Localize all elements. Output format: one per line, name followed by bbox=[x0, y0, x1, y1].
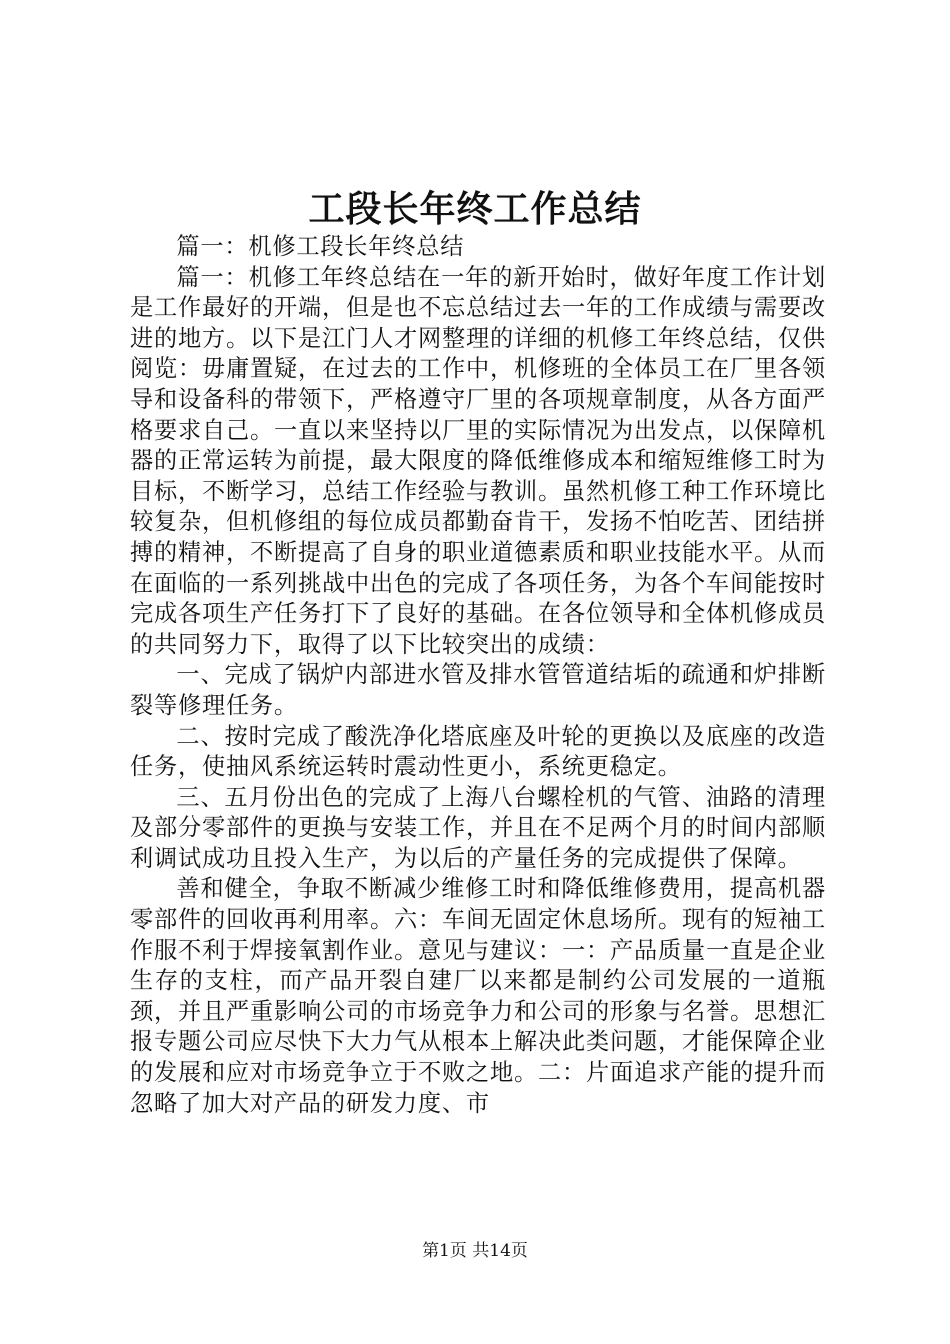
paragraph-continuation: 善和健全，争取不断减少维修工时和降低维修费用，提高机器零部件的回收再利用率。六：车间无固定休息场所。现有的短袖工作服不利于焊接氧割作业。意见与建议：一：产品质量一直是企业生存的支柱，而产品开裂自建厂以来都是制约公司发展的一道瓶颈，并且严重影响公司的市场竞争力和公司的形象与名誉。思想汇报专题公司应尽快下大力气从根本上解决此类问题，才能保障企业的发展和应对市场竞争立于不败之地。二：片面追求产能的提升而忽略了加大对产品的研发力度、市 bbox=[130, 875, 826, 1117]
page-footer: 第1页 共14页 bbox=[422, 1241, 528, 1261]
paragraph-section-heading: 篇一：机修工段长年终总结 bbox=[176, 233, 465, 260]
paragraph-intro: 篇一：机修工年终总结在一年的新开始时，做好年度工作计划是工作最好的开端，但是也不忘总结过去一年的工作成绩与需要改进的地方。以下是江门人才网整理的详细的机修工年终总结，仅供阅览：毋庸置疑，在过去的工作中，机修班的全体员工在厂里各领导和设备科的带领下，严格遵守厂里的各项规章制度，从各方面严格要求自己。一直以来坚持以厂里的实际情况为出发点，以保障机器的正常运转为前提，最大限度的降低维修成本和缩短维修工时为目标，不断学习，总结工作经验与教训。虽然机修工种工作环境比较复杂，但机修组的每位成员都勤奋肯干，发扬不怕吃苦、团结拼搏的精神，不断提高了自身的职业道德素质和职业技能水平。从而在面临的一系列挑战中出色的完成了各项任务，为各个车间能按时完成各项生产任务打下了良好的基础。在各位领导和全体机修成员的共同努力下，取得了以下比较突出的成绩： bbox=[130, 263, 826, 658]
document-body bbox=[130, 232, 826, 1119]
document-title: 工段长年终工作总结 bbox=[308, 188, 642, 230]
paragraph-item-3: 三、五月份出色的完成了上海八台螺栓机的气管、油路的清理及部分零部件的更换与安装工作，并且在不足两个月的时间内部顺利调试成功且投入生产，为以后的产量任务的完成提供了保障。 bbox=[130, 783, 826, 872]
paragraph-item-2: 二、按时完成了酸洗净化塔底座及叶轮的更换以及底座的改造任务，使抽风系统运转时震动性更小，系统更稳定。 bbox=[130, 722, 826, 781]
paragraph-item-1: 一、完成了锅炉内部进水管及排水管管道结垢的疏通和炉排断裂等修理任务。 bbox=[130, 661, 826, 719]
